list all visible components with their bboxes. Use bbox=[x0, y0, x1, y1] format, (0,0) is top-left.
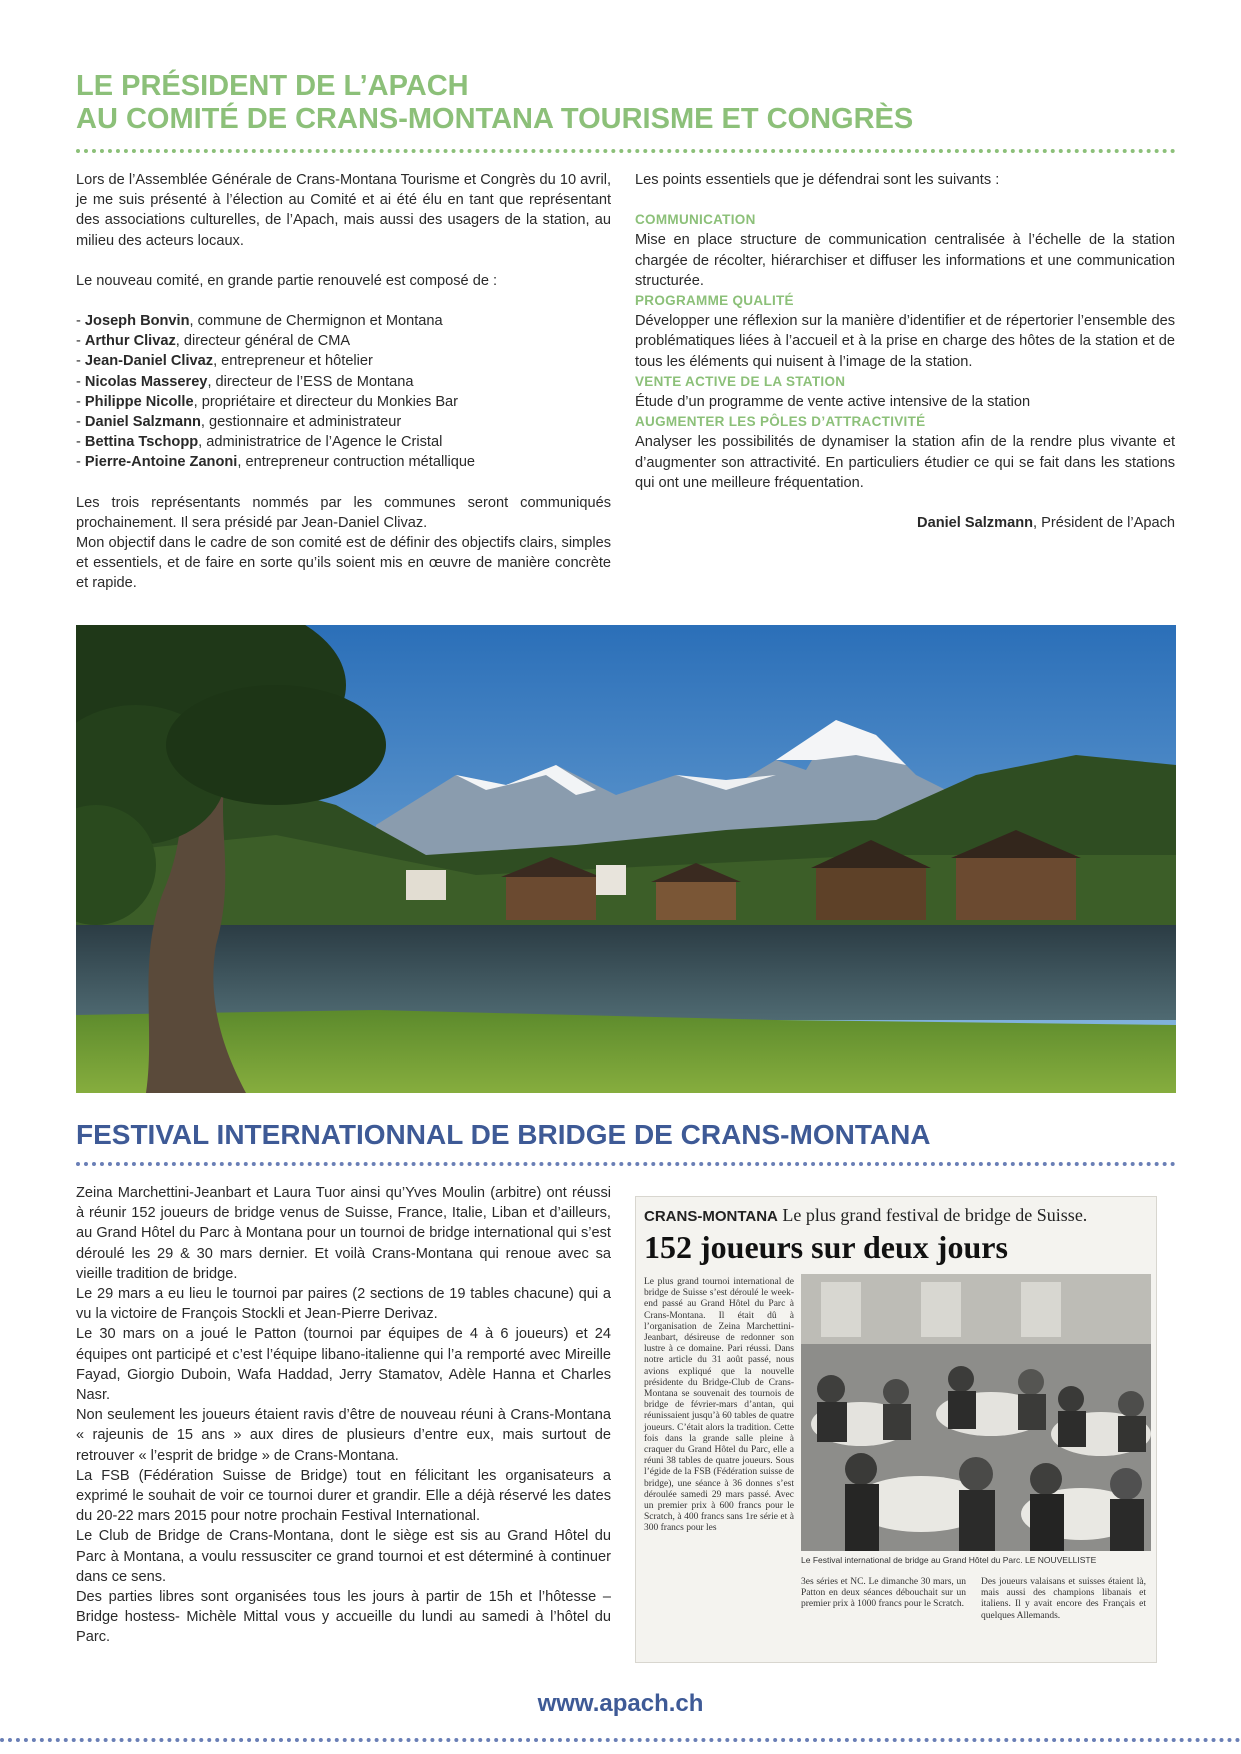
clipping-caption: Le Festival international de bridge au Grand Hôtel du Parc. LE NOUVELLISTE bbox=[801, 1555, 1097, 1565]
point-heading: AUGMENTER LES PÔLES D’ATTRACTIVITÉ bbox=[635, 414, 926, 430]
article2-paragraph: Des parties libres sont organisées tous les jours à partir de 15h et l’hôtesse –Bridge hostess- Michèle Mittal vous y accueille du lundi au samedi à l’hôtel du Parc. bbox=[76, 1589, 611, 1646]
clipping-column-2: 3es séries et NC. Le dimanche 30 mars, un Patton en deux séances débouchait sur un premier prix à 1000 francs pour le Scratch. bbox=[801, 1577, 966, 1610]
point-heading: PROGRAMME QUALITÉ bbox=[635, 293, 794, 309]
points-intro: Les points essentiels que je défendrai sont les suivants : bbox=[635, 172, 1000, 188]
article1-intro: Lors de l’Assemblée Générale de Crans-Montana Tourisme et Congrès du 10 avril, je me suis présenté à l’élection au Comité et ai été élu en tant que représentant des associations culturelles, de l’Apach, mais aussi des usagers de la station, au milieu des acteurs locaux. bbox=[76, 172, 611, 249]
bridge-players-photo bbox=[801, 1274, 1151, 1551]
list-item: - Arthur Clivaz, directeur général de CMA bbox=[76, 333, 351, 350]
list-item: - Jean-Daniel Clivaz, entrepreneur et hôtelier bbox=[76, 353, 373, 370]
point-text: Mise en place structure de communication centralisée à l’échelle de la station chargée de récolter, hiérarchiser et diffuser les informations et une communication structurée. bbox=[635, 232, 1175, 289]
list-item: - Nicolas Masserey, directeur de l’ESS de Montana bbox=[76, 373, 414, 390]
article2-paragraph: Le Club de Bridge de Crans-Montana, dont le siège est sis au Grand Hôtel du Parc à Montana, a voulu ressusciter ce grand tournoi et est déterminé à continuer dans ce sens. bbox=[76, 1528, 611, 1585]
article2-column bbox=[76, 1183, 611, 1648]
article1-para4: Mon objectif dans le cadre de son comité est de définir des objectifs clairs, simples et essentiels, et de faire en sorte qu’ils soient mis en œuvre de manière concrète et rapide. bbox=[76, 535, 611, 592]
article2-paragraph: Le 29 mars a eu lieu le tournoi par paires (2 sections de 19 tables chacune) qui a vu la victoire de François Stockli et Jean-Pierre Derivaz. bbox=[76, 1286, 611, 1323]
committee-intro: Le nouveau comité, en grande partie renouvelé est composé de : bbox=[76, 272, 498, 289]
list-item: - Philippe Nicolle, propriétaire et directeur du Monkies Bar bbox=[76, 393, 459, 410]
footer-url[interactable]: www.apach.ch bbox=[537, 1690, 704, 1717]
list-item: - Pierre-Antoine Zanoni, entrepreneur contruction métallique bbox=[76, 454, 476, 471]
article1-title-line1: LE PRÉSIDENT DE L’APACH bbox=[76, 70, 469, 102]
point-heading: COMMUNICATION bbox=[635, 212, 756, 228]
landscape-photo bbox=[76, 625, 1176, 1093]
divider-blue bbox=[76, 1162, 1176, 1166]
article2-paragraph: Non seulement les joueurs étaient ravis d’être de nouveau réuni à Crans-Montana « rajeunis de 15 ans » aux dires de plusieurs d’entre eux, mais surtout de retrouver « l’esprit de bridge » de Crans-Montana. bbox=[76, 1407, 611, 1464]
clipping-kicker: CRANS-MONTANA Le plus grand festival de bridge de Suisse. bbox=[644, 1205, 1088, 1225]
committee-members-list bbox=[76, 311, 611, 473]
article2-paragraph: La FSB (Fédération Suisse de Bridge) tout en félicitant les organisateurs a exprimé le souhait de voir ce tournoi durer et grandir. Elle a déjà réservé les dates du 20-22 mars 2015 pour notre prochain Festival International. bbox=[76, 1467, 611, 1525]
clipping-headline: 152 joueurs sur deux jours bbox=[644, 1229, 1008, 1265]
footer-divider bbox=[0, 1738, 1241, 1742]
article2-paragraph: Zeina Marchettini-Jeanbart et Laura Tuor ainsi qu’Yves Moulin (arbitre) ont réussi à réunir 152 joueurs de bridge venus de Suisse, France, Italie, Liban et d’ailleurs, au Grand Hôtel du Parc à Montana pour un tournoi de bridge international qui s’est déroulé les 29 & 30 mars dernier. Et voilà Crans-Montana qui renoue avec sa vieille tradition de bridge. bbox=[76, 1185, 611, 1282]
point-text: Analyser les possibilités de dynamiser la station afin de la rendre plus vivante et d’augmenter son attractivité. En particuliers étudier ce qui se fait dans les stations qui ont une meilleure fréquentation. bbox=[635, 434, 1175, 491]
divider-green bbox=[76, 149, 1176, 153]
article2-paragraph: Le 30 mars on a joué le Patton (tournoi par équipes de 4 à 6 joueurs) et 24 équipes ont participé et c’est l’équipe libano-italienne qui l’a remporté avec Mireille Fayad, Giorgio Duboin, Wafa Haddad, Jerry Stamatov, Adèle Hanna et Charles Nasr. bbox=[76, 1326, 611, 1404]
signature: Daniel Salzmann, Président de l’Apach bbox=[917, 515, 1175, 532]
point-text: Étude d’un programme de vente active intensive de la station bbox=[635, 394, 1031, 411]
article1-title bbox=[76, 70, 913, 136]
list-item: - Daniel Salzmann, gestionnaire et administrateur bbox=[76, 414, 402, 431]
clipping-column-3: Des joueurs valaisans et suisses étaient là, mais aussi des champions libanais et italiens. Il y avait encore des Français et quelques Allemands. bbox=[981, 1577, 1146, 1621]
clipping-column-1: Le plus grand tournoi international de bridge de Suisse s’est déroulé le week-end passé au Grand Hôtel du Parc à Crans-Montana. Il était dû à l’organisation de Zeina Marchettini-Jeanbart, désireuse de redonner son lustre à ce domaine. Pari réussi. Dans notre article du 31 août passé, nous avions expliqué que la nouvelle présidente du Bridge-Club de Crans-Montana se souvenait des tournois de bridge de février-mars d’antan, qui réunissaient jusqu’à 60 tables de quatre joueurs. C’était alors la tradition. Cette fois dans la grande salle pleine à craquer du Grand Hôtel du Parc, elle a réuni 38 tables de quatre joueurs. Sous l’égide de la FSB (Fédération suisse de bridge), une séance à 36 donnes s’est déroulée samedi 29 mars passé. Avec un premier prix à 600 francs pour le Scratch, à 400 francs sans 1re série et à 300 francs pour les bbox=[644, 1277, 794, 1534]
list-item: - Joseph Bonvin, commune de Chermignon et Montana bbox=[76, 313, 443, 330]
article2-title: FESTIVAL INTERNATIONNAL DE BRIDGE DE CRANS-MONTANA bbox=[76, 1119, 931, 1150]
article1-para3: Les trois représentants nommés par les communes seront communiqués prochainement. Il sera présidé par Jean-Daniel Clivaz. bbox=[76, 494, 611, 531]
point-text: Développer une réflexion sur la manière d’identifier et de répertorier l’ensemble des problématiques liées à l’accueil et à la prise en charge des hôtes de la station et de tous les éléments qui nuisent à l’image de la station. bbox=[635, 313, 1175, 370]
article1-left-column bbox=[76, 170, 611, 594]
list-item: - Bettina Tschopp, administratrice de l’Agence le Cristal bbox=[76, 434, 443, 451]
point-heading: VENTE ACTIVE DE LA STATION bbox=[635, 373, 846, 389]
newspaper-clipping bbox=[635, 1196, 1157, 1663]
article1-right-column bbox=[635, 170, 1175, 533]
article1-title-line2: AU COMITÉ DE CRANS-MONTANA TOURISME ET CONGRÈS bbox=[76, 103, 914, 135]
